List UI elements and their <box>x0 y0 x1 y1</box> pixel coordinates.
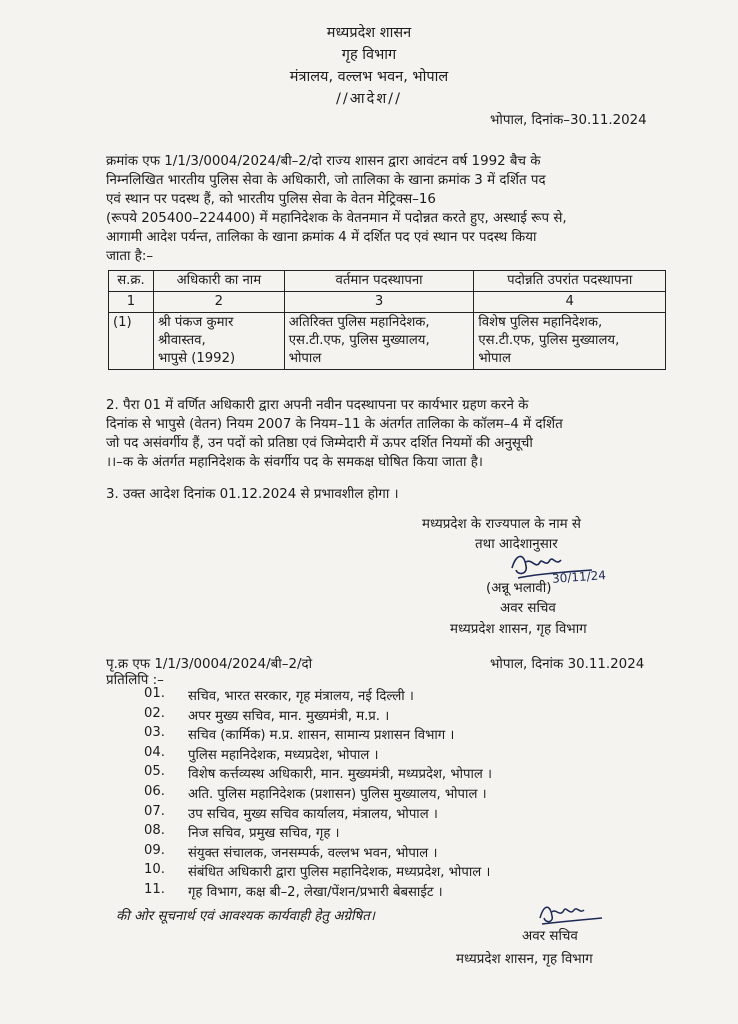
copy-to-label: प्रतिलिपि :– <box>106 673 164 688</box>
copy-to-list <box>144 686 492 902</box>
list-item <box>144 862 492 882</box>
list-item <box>144 804 492 824</box>
header-officer-name: अधिकारी का नाम <box>153 271 284 292</box>
order-paragraph <box>106 152 668 266</box>
list-item <box>144 686 492 706</box>
header-department: गृह विभाग <box>341 47 397 63</box>
forwarding-note: की ओर सूचनार्थ एवं आवश्यक कार्यवाही हेतु अग्रेषित। <box>116 909 375 924</box>
list-item-number: 08. <box>144 823 165 839</box>
signature-date-note: 30/11/24 <box>551 568 607 586</box>
list-item-text: सचिव, भारत सरकार, गृह मंत्रालय, नई दिल्ली । <box>188 689 414 704</box>
header-serial: स.क्र. <box>109 271 154 292</box>
column-number: 1 <box>109 292 154 313</box>
list-item-text: विशेष कर्त्तव्यस्थ अधिकारी, मान. मुख्यमंत्री, मध्यप्रदेश, भोपाल । <box>188 767 493 783</box>
paragraph-line: जाता है:– <box>106 249 154 264</box>
header-government: मध्यप्रदेश शासन <box>326 25 412 41</box>
column-number: 2 <box>153 292 284 313</box>
authority-line-1: मध्यप्रदेश के राज्यपाल के नाम से <box>422 517 581 532</box>
list-item-number: 11. <box>144 881 165 897</box>
cell-line: एस.टी.एफ, पुलिस मुख्यालय, <box>288 333 430 348</box>
cell-line: विशेष पुलिस महानिदेशक, <box>478 315 603 330</box>
cell-line: अतिरिक्त पुलिस महानिदेशक, <box>288 315 430 330</box>
list-item <box>144 823 492 843</box>
paragraph-3: 3. उक्त आदेश दिनांक 01.12.2024 से प्रभावशील होगा । <box>106 487 399 502</box>
table-number-row <box>109 292 666 313</box>
signatory-designation: अवर सचिव <box>500 601 556 616</box>
posting-table <box>108 270 666 370</box>
cell-line: भापुसे (1992) <box>157 351 236 366</box>
header-order-title: //आदेश// <box>336 91 402 107</box>
paragraph-2 <box>106 396 668 472</box>
list-item-text: गृह विभाग, कक्ष बी–2, लेखा/पेंशन/प्रभारी बेबसाईट । <box>188 884 443 900</box>
endorsement-reference: पृ.क्र एफ 1/1/3/0004/2024/बी–2/दो <box>106 657 313 672</box>
header-address: मंत्रालय, वल्लभ भवन, भोपाल <box>289 69 449 85</box>
list-item-text: पुलिस महानिदेशक, मध्यप्रदेश, भोपाल । <box>188 747 379 763</box>
cell-serial: (1) <box>109 313 154 370</box>
cell-promoted-posting <box>474 313 666 370</box>
list-item <box>144 725 492 745</box>
endorsement-designation: अवर सचिव <box>522 929 578 944</box>
list-item-text: संयुक्त संचालक, जनसम्पर्क, वल्लभ भवन, भोपाल । <box>188 845 438 861</box>
list-item <box>144 882 492 902</box>
list-item-text: अपर मुख्य सचिव, मान. मुख्यमंत्री, म.प्र. । <box>188 708 390 724</box>
paragraph-line: 2. पैरा 01 में वर्णित अधिकारी द्वारा अपनी नवीन पदस्थापना पर कार्यभार ग्रहण करने के <box>106 398 529 413</box>
list-item-text: उप सचिव, मुख्य सचिव कार्यालय, मंत्रालय, भोपाल । <box>188 806 438 822</box>
column-number: 3 <box>284 292 474 313</box>
paragraph-line: एवं स्थान पर पदस्थ हैं, को भारतीय पुलिस सेवा के वेतन मेट्रिक्स–16 <box>106 192 436 207</box>
paragraph-line: दिनांक से भापुसे (वेतन) नियम 2007 के नियम–11 के अंतर्गत तालिका के कॉलम–4 में दर्शित <box>106 417 563 432</box>
column-number: 4 <box>474 292 666 313</box>
list-item-number: 03. <box>144 725 165 741</box>
list-item-text: सचिव (कार्मिक) म.प्र. शासन, सामान्य प्रशासन विभाग । <box>188 728 455 744</box>
list-item <box>144 843 492 863</box>
cell-line: श्रीवास्तव, <box>157 333 206 348</box>
header-promoted-posting: पदोन्नति उपरांत पदस्थापना <box>474 271 666 292</box>
list-item <box>144 764 492 784</box>
signatory-office: मध्यप्रदेश शासन, गृह विभाग <box>450 622 587 637</box>
paragraph-line: (रूपये 205400–224400) में महानिदेशक के वेतनमान में पदोन्नत करते हुए, अस्थाई रूप से, <box>106 211 567 226</box>
table-row <box>109 313 666 370</box>
cell-current-posting <box>284 313 474 370</box>
cell-line: भोपाल <box>288 351 322 366</box>
cell-officer-name <box>153 313 284 370</box>
list-item-text: निज सचिव, प्रमुख सचिव, गृह । <box>188 826 340 842</box>
paragraph-line: जो पद असंवर्गीय हैं, उन पदों को प्रतिष्ठा एवं जिम्मेदारी में ऊपर दर्शित नियमों की अनुसूची <box>106 436 533 451</box>
signatory-name: (अन्नू भलावी) <box>486 581 552 596</box>
list-item <box>144 745 492 765</box>
list-item-number: 06. <box>144 783 165 799</box>
order-place-date: भोपाल, दिनांक–30.11.2024 <box>490 113 647 128</box>
list-item <box>144 706 492 726</box>
paragraph-line: आगामी आदेश पर्यन्त, तालिका के खाना क्रमांक 4 में दर्शित पद एवं स्थान पर पदस्थ किया <box>106 230 537 245</box>
list-item-number: 01. <box>144 686 165 701</box>
list-item-number: 10. <box>144 862 165 878</box>
list-item-number: 02. <box>144 705 165 721</box>
table-header-row <box>109 271 666 292</box>
list-item-number: 04. <box>144 744 165 760</box>
header-current-posting: वर्तमान पदस्थापना <box>284 271 474 292</box>
paragraph-line: क्रमांक एफ 1/1/3/0004/2024/बी–2/दो राज्य शासन द्वारा आवंटन वर्ष 1992 बैच के <box>106 154 541 169</box>
endorsement-date: भोपाल, दिनांक 30.11.2024 <box>490 657 645 672</box>
list-item-text: संबंधित अधिकारी द्वारा पुलिस महानिदेशक, मध्यप्रदेश, भोपाल । <box>188 865 491 881</box>
list-item <box>144 784 492 804</box>
cell-line: एस.टी.एफ, पुलिस मुख्यालय, <box>478 333 620 348</box>
list-item-number: 09. <box>144 842 165 858</box>
cell-line: भोपाल <box>478 351 511 366</box>
list-item-text: अति. पुलिस महानिदेशक (प्रशासन) पुलिस मुख्यालय, भोपाल । <box>188 786 487 802</box>
paragraph-line: ।।–क के अंतर्गत महानिदेशक के संवर्गीय पद के समकक्ष घोषित किया जाता है। <box>106 455 483 470</box>
list-item-number: 07. <box>144 803 165 819</box>
list-item-number: 05. <box>144 764 165 780</box>
cell-line: श्री पंकज कुमार <box>157 315 234 330</box>
paragraph-line: निम्नलिखित भारतीय पुलिस सेवा के अधिकारी, जो तालिका के खाना क्रमांक 3 में दर्शित पद <box>106 173 546 188</box>
authority-line-2: तथा आदेशानुसार <box>475 537 558 552</box>
endorsement-office: मध्यप्रदेश शासन, गृह विभाग <box>456 952 593 967</box>
